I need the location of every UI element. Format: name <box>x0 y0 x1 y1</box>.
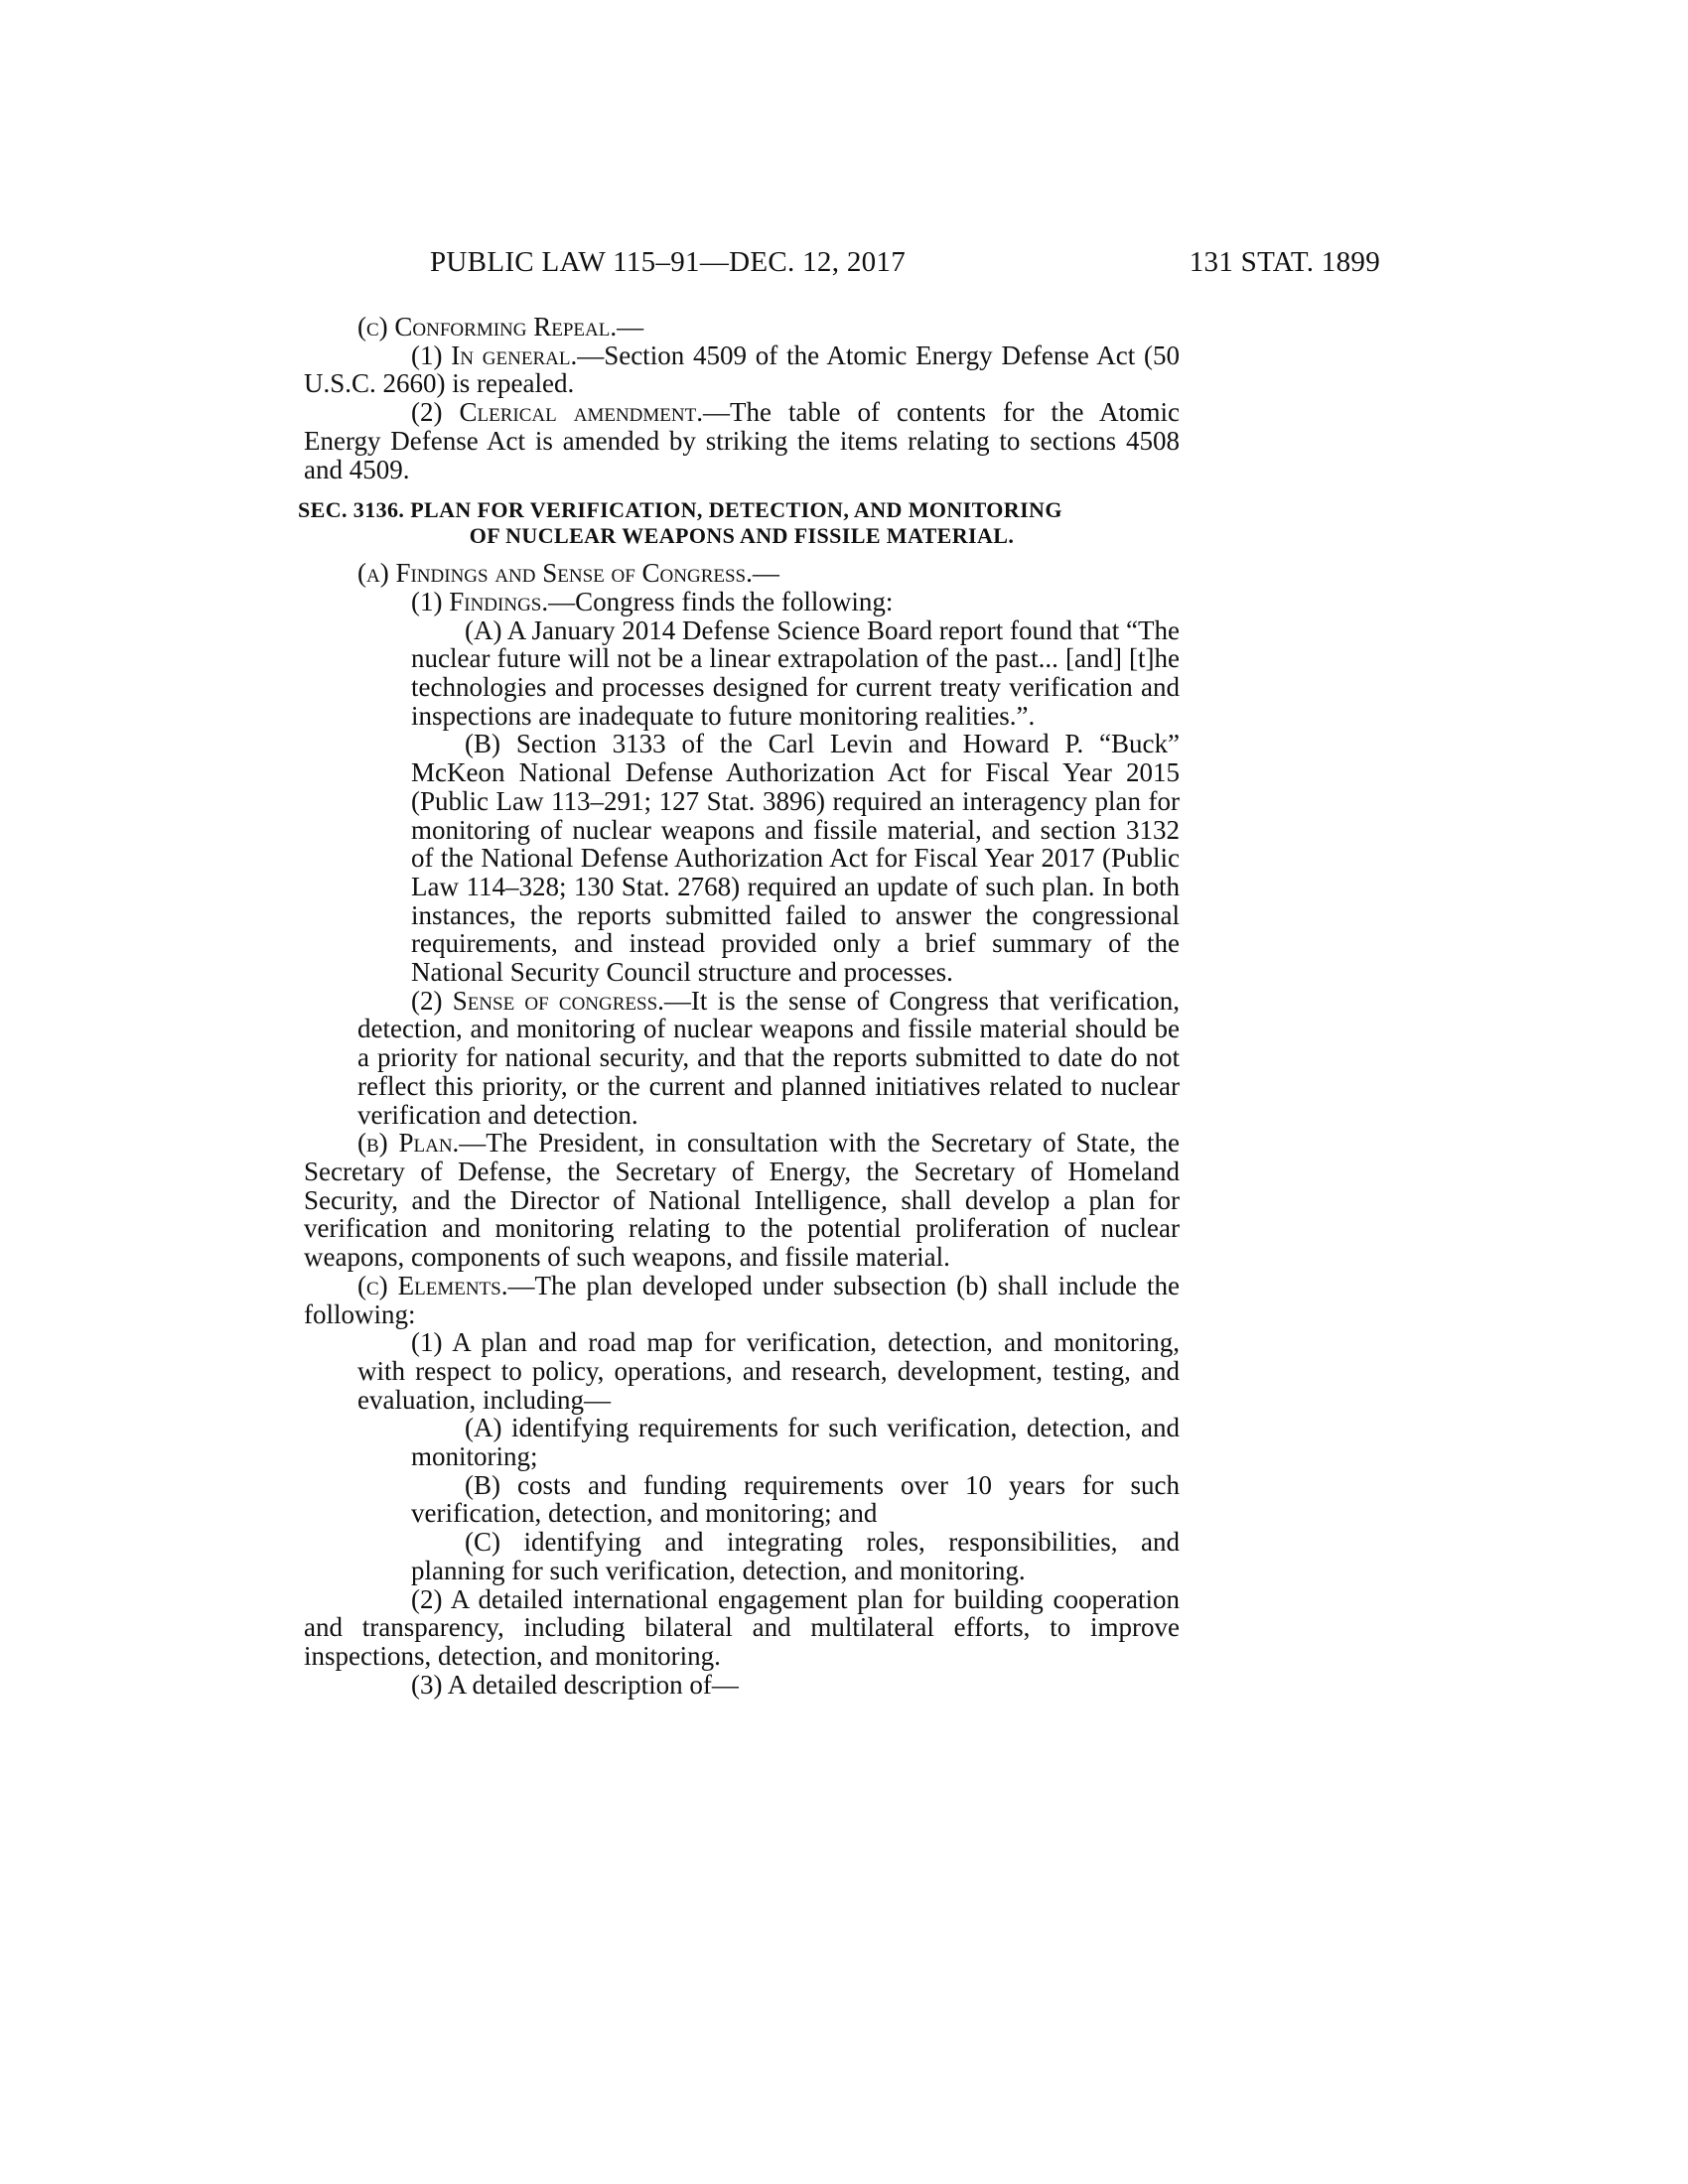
subsection-a-heading: (a) Findings and Sense of Congress.— <box>357 558 779 589</box>
subsection-c-conforming-repeal-heading: (c) Conforming Repeal.— <box>357 312 644 341</box>
running-head-title: PUBLIC LAW 115–91—DEC. 12, 2017 <box>430 246 907 278</box>
finding-A: (A) A January 2014 Defense Science Board report found that “The nuclear future will not be a linear extrapolation of the past... [and] [t]he technologies and processes designed for current treaty verification and inspections are inadequate to future monitoring realities.”. <box>411 614 1180 731</box>
paragraph-c1-in-general: (1) In general.—Section 4509 of the Atomic Energy Defense Act (50 U.S.C. 2660) is repealed. <box>304 340 1180 399</box>
subsection-c-elements: (c) Elements.—The plan developed under subsection (b) shall include the following: <box>304 1270 1180 1329</box>
paragraph-a1-findings: (1) Findings.—Congress finds the following: <box>411 586 894 616</box>
element-3: (3) A detailed description of— <box>411 1669 739 1700</box>
element-2: (2) A detailed international engagement plan for building cooperation and transparency, including bilateral and multilateral efforts, to improve inspections, detection, and monitoring. <box>304 1583 1180 1671</box>
page-header <box>298 246 1380 286</box>
paragraph-a2-sense-of-congress: (2) Sense of congress.—It is the sense of Congress that verification, detection, and monitoring of nuclear weapons and fissile material should be a priority for national security, and that the reports submitted to date do not reflect this priority, or the current and planned initiatives related to nuclear verification and detection. <box>357 985 1180 1130</box>
section-heading-3136: SEC. 3136. PLAN FOR VERIFICATION, DETECTION, AND MONITORING OF NUCLEAR WEAPONS AND FISSILE MATERIAL. <box>298 497 1062 549</box>
subsection-b-plan: (b) Plan.—The President, in consultation with the Secretary of State, the Secretary of Defense, the Secretary of Energy, the Secretary of Homeland Security, and the Director of National Intelligence, shall develop a plan for verification and monitoring relating to the potential proliferation of nuclear weapons, components of such weapons, and fissile material. <box>304 1128 1180 1273</box>
statute-page-number: 131 STAT. 1899 <box>1189 246 1380 278</box>
element-1-B: (B) costs and funding requirements over 10 years for such verification, detection, and monitoring; and <box>411 1469 1180 1529</box>
element-1-C: (C) identifying and integrating roles, responsibilities, and planning for such verification, detection, and monitoring. <box>411 1527 1180 1585</box>
document-body <box>298 312 1180 1700</box>
element-1: (1) A plan and road map for verification, detection, and monitoring, with respect to policy, operations, and research, development, testing, and evaluation, including— <box>357 1327 1180 1415</box>
paragraph-c2-clerical-amendment: (2) Clerical amendment.—The table of contents for the Atomic Energy Defense Act is amended by striking the items relating to sections 4508 and 4509. <box>304 397 1180 484</box>
element-1-A: (A) identifying requirements for such verification, detection, and monitoring; <box>411 1413 1180 1472</box>
finding-B: (B) Section 3133 of the Carl Levin and Howard P. “Buck” McKeon National Defense Authorization Act for Fiscal Year 2015 (Public Law 113–291; 127 Stat. 3896) required an interagency plan for monitoring of nuclear weapons and fissile material, and section 3132 of the National Defense Authorization Act for Fiscal Year 2017 (Public Law 114–328; 130 Stat. 2768) required an update of such plan. In both instances, the reports submitted failed to answer the congressional requirements, and instead provided only a brief summary of the National Security Council structure and processes. <box>411 729 1180 988</box>
